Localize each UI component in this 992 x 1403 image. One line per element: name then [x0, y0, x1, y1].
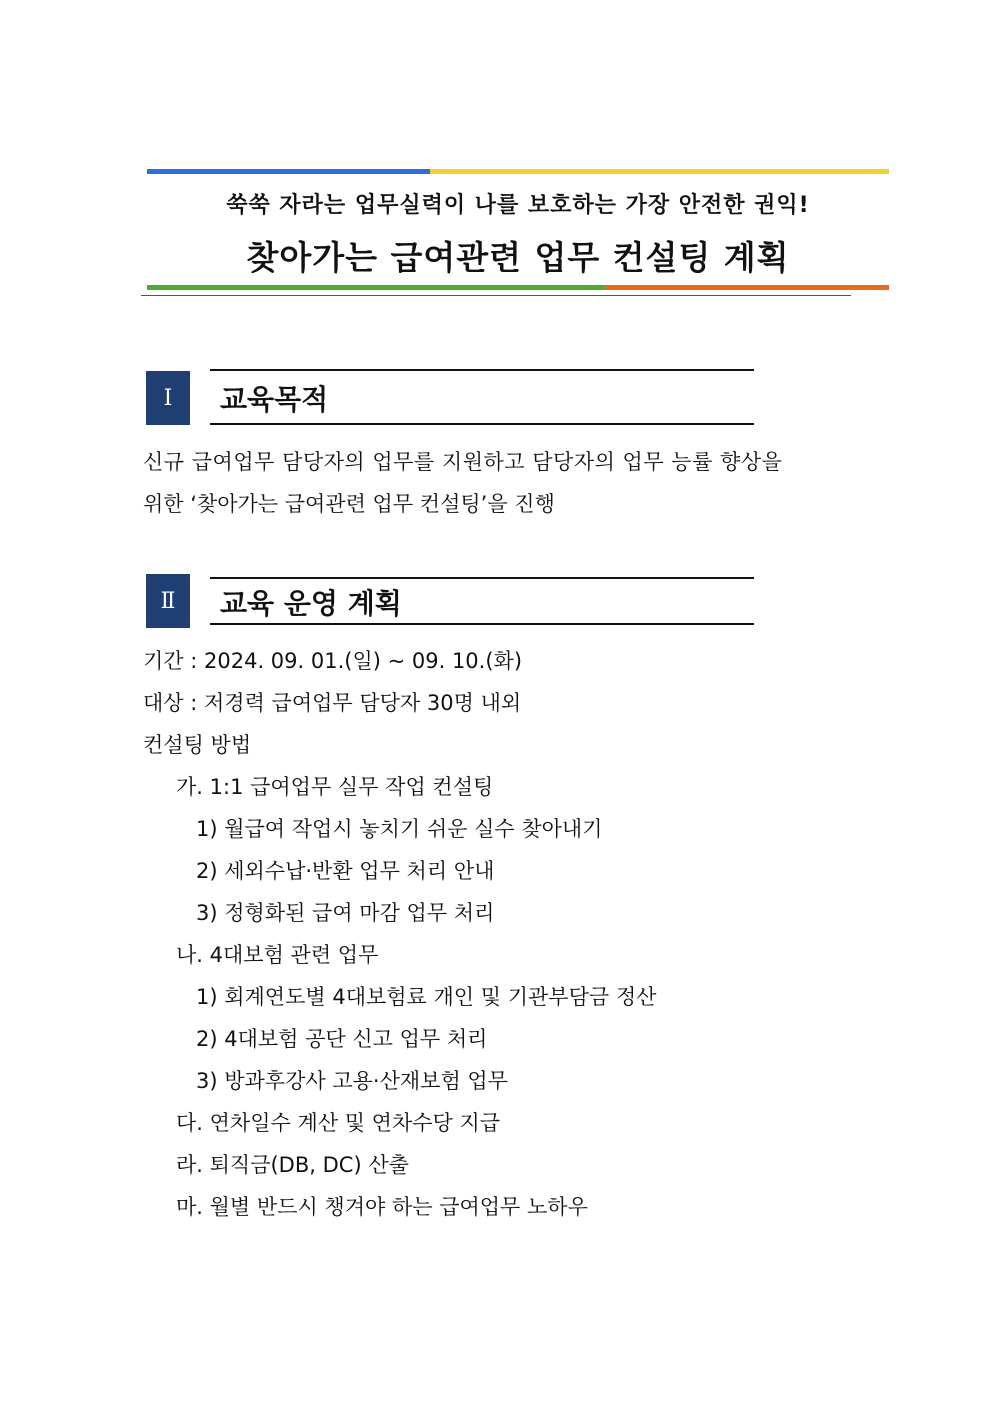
method-item-na-3: 3) 방과후강사 고용·산재보험 업무	[196, 1069, 508, 1093]
method-item-na-2: 2) 4대보험 공단 신고 업무 처리	[196, 1027, 488, 1051]
section-2-top-rule	[210, 577, 754, 579]
section-2-bottom-rule	[210, 623, 754, 625]
header-divider	[141, 295, 851, 296]
period-line: 기간 : 2024. 09. 01.(일) ~ 09. 10.(화)	[143, 649, 523, 673]
section-1-line-2: 위한 ‘찾아가는 급여관련 업무 컨설팅’을 진행	[143, 492, 555, 516]
header-top-bar-blue	[147, 169, 430, 174]
method-item-ga-1: 1) 월급여 작업시 놓치기 쉬운 실수 찾아내기	[196, 817, 603, 841]
section-2-number-box: Ⅱ	[146, 574, 190, 628]
method-item-ma: 마. 월별 반드시 챙겨야 하는 급여업무 노하우	[176, 1195, 588, 1219]
header-bottom-bar-green	[147, 285, 605, 290]
section-1-title: 교육목적	[220, 383, 329, 416]
method-item-ga-3: 3) 정형화된 급여 마감 업무 처리	[196, 901, 495, 925]
method-item-ga-2: 2) 세외수납·반환 업무 처리 안내	[196, 859, 495, 883]
header-top-bar-yellow	[430, 169, 889, 174]
method-heading: 컨설팅 방법	[143, 733, 252, 757]
method-item-da: 다. 연차일수 계산 및 연차수당 지급	[176, 1111, 501, 1135]
subtitle: 쑥쑥 자라는 업무실력이 나를 보호하는 가장 안전한 권익!	[226, 193, 810, 218]
section-1-bottom-rule	[210, 423, 754, 425]
header-bottom-bar-orange	[605, 285, 889, 290]
page-title: 찾아가는 급여관련 업무 컨설팅 계획	[246, 238, 790, 277]
section-2-title: 교육 운영 계획	[220, 587, 402, 620]
target-line: 대상 : 저경력 급여업무 담당자 30명 내외	[143, 691, 522, 715]
method-item-na-1: 1) 회계연도별 4대보험료 개인 및 기관부담금 정산	[196, 985, 657, 1009]
method-item-na: 나. 4대보험 관련 업무	[176, 943, 379, 967]
section-1-line-1: 신규 급여업무 담당자의 업무를 지원하고 담당자의 업무 능률 향상을	[143, 450, 783, 474]
section-1-number-box: Ⅰ	[146, 371, 190, 425]
method-item-ga: 가. 1:1 급여업무 실무 작업 컨설팅	[176, 775, 494, 799]
section-1-top-rule	[210, 369, 754, 371]
method-item-ra: 라. 퇴직금(DB, DC) 산출	[176, 1153, 409, 1177]
